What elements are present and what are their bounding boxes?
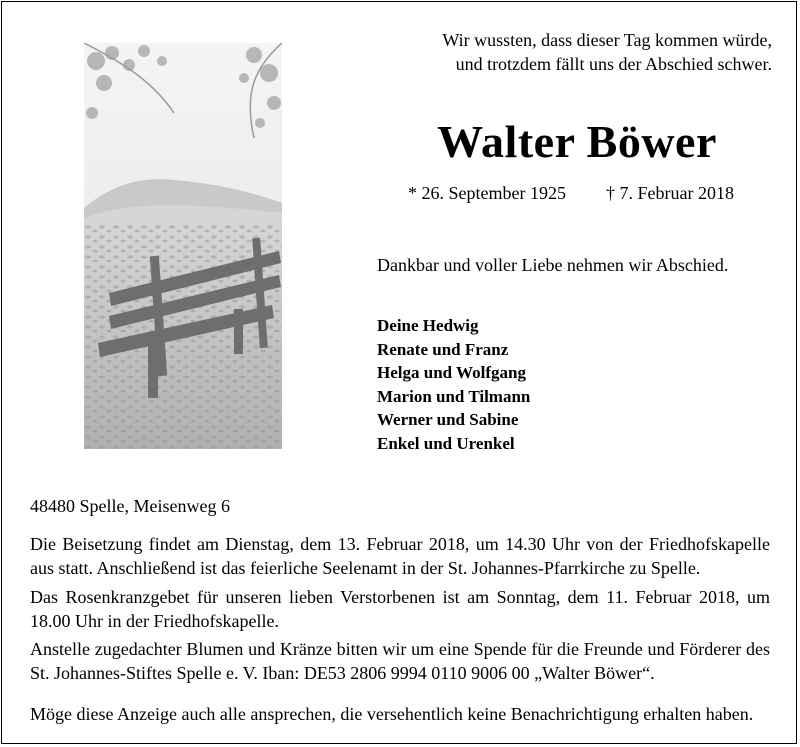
death-date: † 7. Februar 2018 <box>606 183 734 203</box>
family-list <box>377 314 530 455</box>
family-member: Enkel und Urenkel <box>377 433 515 453</box>
family-member: Marion und Tilmann <box>377 386 531 406</box>
bench-photo-illustration <box>84 43 282 449</box>
bench-photo <box>84 43 282 449</box>
family-member: Renate und Franz <box>377 339 509 359</box>
rosary-paragraph: Das Rosenkranzgebet für unseren lieben Verstorbenen ist am Sonntag, dem 11. Februar 2018, um 18.00 Uhr in der Friedhofskapelle. <box>30 587 770 631</box>
family-member: Deine Hedwig <box>377 316 479 335</box>
family-member: Werner und Sabine <box>377 410 519 429</box>
quote-line-2: und trotzdem fällt uns der Abschied schwer. <box>455 54 772 74</box>
burial-paragraph: Die Beisetzung findet am Dienstag, dem 13. Februar 2018, um 14.30 Uhr von der Friedhofskapelle aus statt. Anschließend ist das feierliche Seelenamt in der St. Johannes-Pfarrkirche zu Spelle. <box>30 534 770 578</box>
notice-paragraph: Möge diese Anzeige auch alle ansprechen, die versehentlich keine Benachrichtigung erhalten haben. <box>30 704 754 724</box>
farewell-line: Dankbar und voller Liebe nehmen wir Abschied. <box>377 255 729 275</box>
quote-line-1: Wir wussten, dass dieser Tag kommen würde, <box>442 30 772 50</box>
family-member: Helga und Wolfgang <box>377 363 526 382</box>
deceased-name: Walter Böwer <box>437 116 717 167</box>
birth-date: * 26. September 1925 <box>408 183 566 203</box>
donation-paragraph: Anstelle zugedachter Blumen und Kränze bitten wir um eine Spende für die Freunde und Förderer des St. Johannes-Stiftes Spelle e. V. Iban: DE53 2806 9994 0110 9006 00 „Walter Böwer“. <box>30 639 770 683</box>
quote <box>400 28 772 76</box>
address: 48480 Spelle, Meisenweg 6 <box>30 496 230 516</box>
